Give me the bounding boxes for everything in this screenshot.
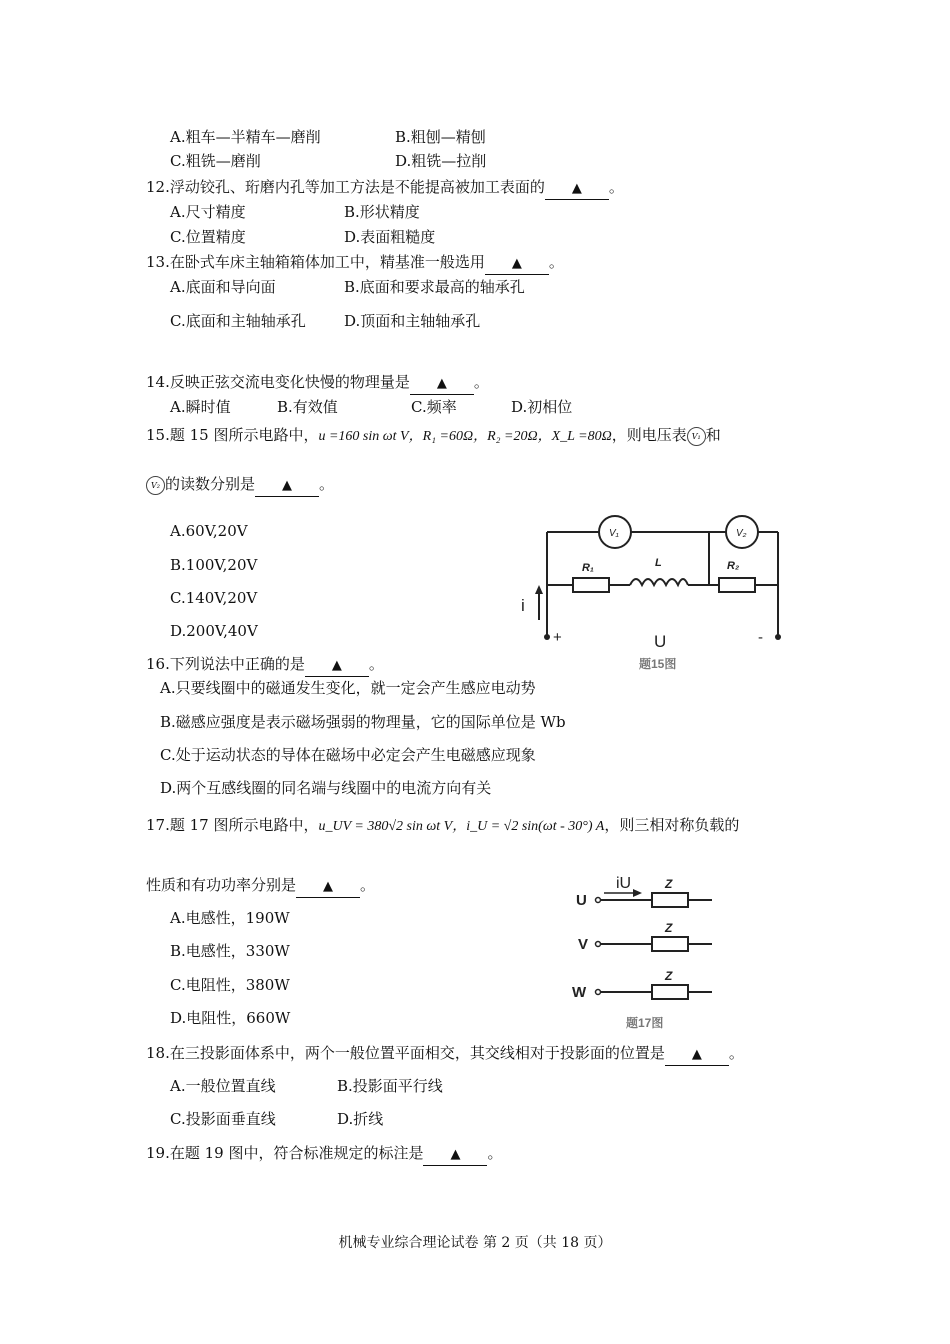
fig17-w-label: W [572, 984, 587, 1001]
fig15-plus-label: + [553, 629, 562, 646]
fig15-r1-label: R₁ [582, 562, 594, 574]
question-18: 18.在三投影面体系中，两个一般位置平面相交，其交线相对于投影面的位置是 ▲ 。 [146, 1043, 744, 1066]
q16-option-b: B.磁感应强度是表示磁场强弱的物理量，它的国际单位是 Wb [160, 713, 566, 731]
question-13-stem: 13.在卧式车床主轴箱箱体加工中，精基准一般选用 [146, 253, 485, 271]
q16-option-a: A.只要线圈中的磁通发生变化，就一定会产生感应电动势 [160, 679, 536, 697]
fig17-caption: 题17图 [626, 1016, 664, 1030]
question-15-stem: 15.题 15 图所示电路中， [146, 426, 319, 444]
q13-option-b: B.底面和要求最高的轴承孔 [344, 278, 525, 296]
fig17-v-label: V [578, 936, 589, 953]
q16-option-c: C.处于运动状态的导体在磁场中必定会产生电磁感应现象 [160, 746, 536, 764]
fig15-caption: 题15图 [639, 657, 677, 671]
fig17-z1-label: Z [665, 877, 673, 891]
q13-option-d: D.顶面和主轴轴承孔 [344, 312, 481, 330]
question-17 [146, 815, 739, 837]
q17-option-a: A.电感性，190W [170, 909, 290, 927]
voltmeter-v1-icon: V₁ [687, 427, 706, 446]
q12-option-c: C.位置精度 [170, 228, 246, 246]
fig17-z2-label: Z [665, 921, 673, 935]
figure-17-circuit [570, 862, 720, 1037]
fig15-v1-label: V₁ [609, 528, 619, 539]
question-16-stem: 16.下列说法中正确的是 [146, 655, 305, 673]
question-16: 16.下列说法中正确的是 ▲ 。 [146, 654, 384, 677]
q13-option-a: A.底面和导向面 [170, 278, 276, 296]
answer-blank: ▲ [485, 254, 549, 275]
question-14: 14.反映正弦交流电变化快慢的物理量是 ▲ 。 [146, 372, 489, 395]
q15-option-d: D.200V,40V [170, 622, 258, 640]
fig17-u-label: U [576, 892, 587, 909]
question-19: 19.在题 19 图中，符合标准规定的标注是 ▲ 。 [146, 1143, 503, 1166]
q15-option-c: C.140V,20V [170, 589, 258, 607]
question-17-line2: 性质和有功功率分别是 ▲ 。 [146, 875, 375, 898]
figure-15-circuit [515, 505, 800, 675]
q11-option-d: D.粗铣—拉削 [395, 152, 487, 170]
q14-option-b: B.有效值 [277, 398, 338, 416]
question-15-stem-mid: ，则电压表 [611, 426, 687, 444]
question-17-stem-line2: 性质和有功功率分别是 [146, 876, 297, 894]
question-12: 12.浮动铰孔、珩磨内孔等加工方法是不能提高被加工表面的 ▲ 。 [146, 177, 624, 200]
q14-option-d: D.初相位 [511, 398, 573, 416]
q18-option-a: A.一般位置直线 [170, 1077, 276, 1095]
q16-option-d: D.两个互感线圈的同名端与线圈中的电流方向有关 [160, 779, 492, 797]
fig15-u-label: U [654, 632, 667, 651]
question-15-line2: V₂ 的读数分别是 ▲ 。 [146, 474, 334, 497]
question-14-stem: 14.反映正弦交流电变化快慢的物理量是 [146, 373, 410, 391]
answer-blank: ▲ [296, 877, 360, 898]
q12-option-d: D.表面粗糙度 [344, 228, 436, 246]
question-15 [146, 425, 721, 447]
question-13: 13.在卧式车床主轴箱箱体加工中，精基准一般选用 ▲ 。 [146, 252, 564, 275]
fig15-minus-label: - [758, 629, 763, 646]
q18-option-c: C.投影面垂直线 [170, 1110, 276, 1128]
q17-option-d: D.电阻性，660W [170, 1009, 291, 1027]
fig15-r2-label: R₂ [727, 560, 740, 572]
question-15-formula: u =160 sin ωt V，R₁ =60Ω，R₂ =20Ω，X_L =80Ω [318, 429, 612, 444]
answer-blank: ▲ [665, 1045, 729, 1066]
fig15-l-label: L [655, 557, 662, 569]
answer-blank: ▲ [410, 374, 474, 395]
question-17-stem: 17.题 17 图所示电路中， [146, 816, 319, 834]
q13-option-c: C.底面和主轴轴承孔 [170, 312, 306, 330]
question-19-stem: 19.在题 19 图中，符合标准规定的标注是 [146, 1144, 424, 1162]
q11-option-c: C.粗铣—磨削 [170, 152, 261, 170]
answer-blank: ▲ [423, 1145, 487, 1166]
fig17-z3-label: Z [665, 969, 673, 983]
q18-option-b: B.投影面平行线 [337, 1077, 443, 1095]
answer-blank: ▲ [545, 179, 609, 200]
q14-option-c: C.频率 [411, 398, 457, 416]
fig15-v2-label: V₂ [736, 528, 747, 539]
voltmeter-v2-icon: V₂ [146, 476, 165, 495]
question-12-stem: 12.浮动铰孔、珩磨内孔等加工方法是不能提高被加工表面的 [146, 178, 545, 196]
answer-blank: ▲ [305, 656, 369, 677]
q14-option-a: A.瞬时值 [170, 398, 231, 416]
q17-option-b: B.电感性，330W [170, 942, 290, 960]
question-15-and: 和 [705, 426, 721, 444]
question-18-stem: 18.在三投影面体系中，两个一般位置平面相交，其交线相对于投影面的位置是 [146, 1044, 665, 1062]
question-17-formula: u_UV = 380√2 sin ωt V，i_U = √2 sin(ωt - 30°) A [318, 819, 605, 834]
q15-option-a: A.60V,20V [170, 522, 248, 540]
q12-option-a: A.尺寸精度 [170, 203, 246, 221]
q12-option-b: B.形状精度 [344, 203, 420, 221]
q15-option-b: B.100V,20V [170, 556, 258, 574]
fig17-iu-label: iU [616, 875, 632, 892]
question-17-stem-suffix: ，则三相对称负载的 [604, 816, 740, 834]
page-footer: 机械专业综合理论试卷 第 2 页（共 18 页） [338, 1235, 612, 1251]
q11-option-a: A.粗车—半精车—磨削 [170, 128, 321, 146]
q11-option-b: B.粗刨—精刨 [395, 128, 486, 146]
answer-blank: ▲ [255, 476, 319, 497]
fig15-i-label: i [521, 596, 525, 615]
q18-option-d: D.折线 [337, 1110, 384, 1128]
question-15-stem-tail: 的读数分别是 [165, 475, 256, 493]
q17-option-c: C.电阻性，380W [170, 976, 290, 994]
